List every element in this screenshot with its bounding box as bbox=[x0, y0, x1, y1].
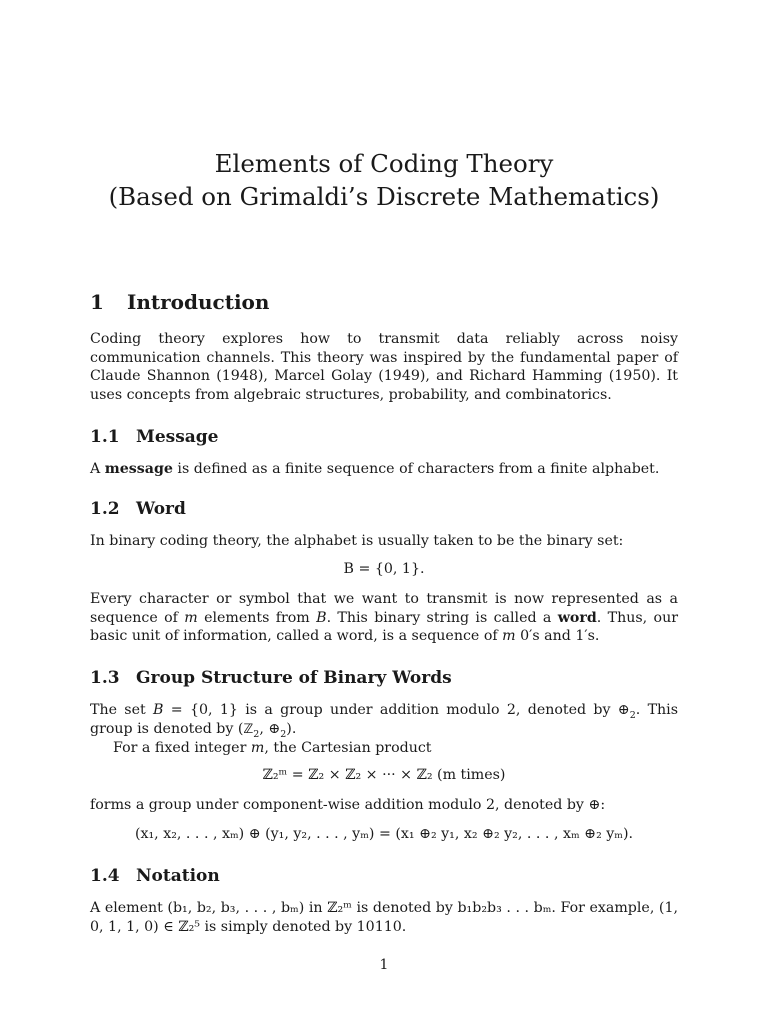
subsection-title: Message bbox=[136, 427, 219, 447]
equation-cartesian-product: ℤ₂ᵐ = ℤ₂ × ℤ₂ × ··· × ℤ₂ (m times) bbox=[262, 767, 506, 783]
math-var: m bbox=[184, 609, 198, 626]
group-paragraph-3: forms a group under component-wise addition modulo 2, denoted by ⊕: bbox=[90, 797, 606, 813]
subsection-heading-message bbox=[90, 427, 219, 447]
section-heading-introduction bbox=[90, 290, 269, 314]
subsection-number: 1.2 bbox=[90, 499, 120, 519]
math-var: m bbox=[502, 628, 516, 645]
word-paragraph-2 bbox=[90, 590, 678, 646]
text-run: , the Cartesian product bbox=[264, 740, 432, 756]
title-line-1: Elements of Coding Theory bbox=[214, 149, 554, 178]
term-word: word bbox=[557, 609, 597, 626]
text-run: . Thus, our basic unit of information, called a word, is a sequence of bbox=[90, 609, 678, 645]
message-paragraph bbox=[90, 460, 678, 479]
subsection-title: Group Structure of Binary Words bbox=[136, 668, 452, 688]
subsection-number: 1.3 bbox=[90, 668, 120, 688]
term-message: message bbox=[104, 461, 173, 477]
math-var: B bbox=[316, 609, 327, 626]
subsection-heading-notation bbox=[90, 866, 220, 886]
subsection-heading-word bbox=[90, 499, 186, 519]
math-var: m bbox=[250, 740, 265, 756]
page-number: 1 bbox=[379, 957, 389, 973]
subsection-heading-group-structure bbox=[90, 668, 452, 688]
text-run: . This binary string is called a bbox=[326, 609, 558, 626]
text-run: , ⊕ bbox=[259, 720, 281, 737]
integers-symbol: ℤ bbox=[243, 721, 254, 737]
subscript: 2 bbox=[253, 728, 260, 740]
section-number: 1 bbox=[90, 290, 104, 314]
text-run: ). bbox=[286, 720, 297, 737]
text-run: A bbox=[90, 461, 105, 477]
equation-binary-set: B = {0, 1}. bbox=[343, 561, 425, 577]
subscript: 2 bbox=[629, 709, 636, 721]
word-paragraph-1: In binary coding theory, the alphabet is usually taken to be the binary set: bbox=[90, 533, 624, 549]
text-run: Every character or symbol that we want to transmit is now represented as a sequence of bbox=[90, 591, 678, 626]
math-var: B bbox=[153, 702, 164, 718]
text-run: . This group is denoted by ( bbox=[90, 702, 678, 737]
subsection-number: 1.4 bbox=[90, 866, 120, 886]
introduction-paragraph: Coding theory explores how to transmit data reliably across noisy communication channels. This theory was inspired by the fundamental paper of Claude Shannon (1948), Marcel Golay (1949), and Richard Hamming (1950). It uses concepts from algebraic structures, probability, and combinatorics. bbox=[90, 331, 678, 404]
text-run: elements from bbox=[197, 609, 317, 626]
group-paragraph-2 bbox=[90, 739, 678, 758]
subsection-title: Notation bbox=[136, 866, 220, 886]
section-title: Introduction bbox=[127, 290, 270, 314]
text-run: is defined as a finite sequence of characters from a finite alphabet. bbox=[172, 461, 660, 477]
text-run: = {0, 1} is a group under addition modulo 2, denoted by ⊕ bbox=[163, 702, 630, 718]
title-line-2: (Based on Grimaldi’s Discrete Mathematics) bbox=[108, 182, 660, 211]
text-run: 0′s and 1′s. bbox=[515, 628, 600, 645]
subsection-number: 1.1 bbox=[90, 427, 120, 447]
equation-componentwise-addition: (x₁, x₂, . . . , xₘ) ⊕ (y₁, y₂, . . . , yₘ) = (x₁ ⊕₂ y₁, x₂ ⊕₂ y₂, . . . , xₘ ⊕₂ yₘ). bbox=[134, 826, 634, 842]
text-run: For a fixed integer bbox=[113, 740, 251, 756]
subsection-title: Word bbox=[136, 499, 186, 519]
subscript: 2 bbox=[280, 728, 287, 740]
document-title bbox=[0, 147, 768, 213]
notation-paragraph: A element (b₁, b₂, b₃, . . . , bₘ) in ℤ₂ᵐ is denoted by b₁b₂b₃ . . . bₘ. For example, (1, 0, 1, 1, 0) ∈ ℤ₂⁵ is simply denoted by 10110. bbox=[90, 900, 678, 935]
group-paragraph-1 bbox=[90, 701, 678, 739]
text-run: The set bbox=[90, 702, 154, 718]
